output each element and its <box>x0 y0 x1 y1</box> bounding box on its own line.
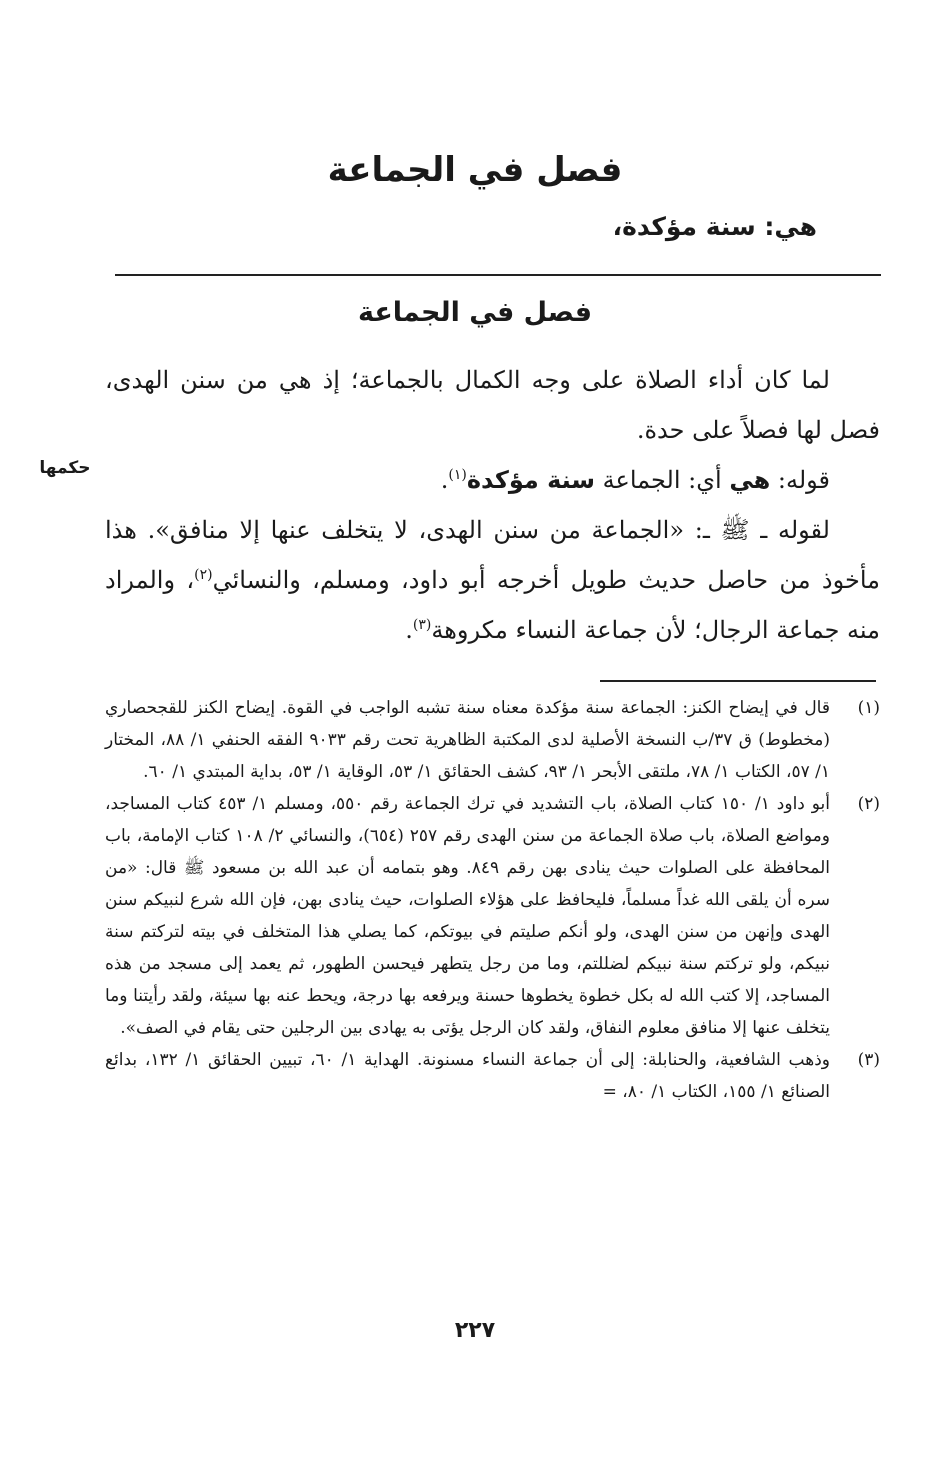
footnotes <box>105 692 880 1108</box>
footnote-divider <box>600 680 876 682</box>
margin-note: حكمها <box>39 458 91 478</box>
top-divider <box>115 274 881 276</box>
p2-end: . <box>440 466 449 494</box>
p2-bold2: سنة مؤكدة <box>466 466 596 494</box>
p3-end: . <box>405 616 413 644</box>
p3-text: لقوله ـ ﷺ ـ: «الجماعة من سنن الهدى، لا يتخلف عنها إلا منافق». هذا مأخوذ من حاصل حديث طويل أخرجه أبو داود، ومسلم، والنسائي <box>105 516 880 594</box>
footnote <box>105 788 880 1044</box>
page-number: ٢٢٧ <box>454 1318 496 1343</box>
footnote-text: وذهب الشافعية، والحنابلة: إلى أن جماعة النساء مسنونة. الهداية ١/ ٦٠، تبيين الحقائق ١/ ١٣٢، بدائع الصنائع ١/ ١٥٥، الكتاب ١/ ٨٠، = <box>105 1050 830 1102</box>
main-title: فصل في الجماعة <box>327 150 623 190</box>
footnote-ref-1: (١) <box>448 467 467 483</box>
p2-bold: هي <box>729 466 771 494</box>
footnote-number: (٢) <box>857 794 880 814</box>
footnote <box>105 1044 880 1108</box>
paragraph-evidence <box>105 505 880 655</box>
footnote-text: قال في إيضاح الكنز: الجماعة سنة مؤكدة معناه سنة تشبه الواجب في القوة. إيضاح الكنز للقجحصاري (مخطوط) ق ٣٧/ب النسخة الأصلية لدى المكتبة الظاهرية تحت رقم ٩٠٣٣ الفقه الحنفي ١/ ٨٨، المختار ١/ ٥٧، الكتاب ١/ ٧٨، ملتقى الأبحر ١/ ٩٣، كشف الحقائق ١/ ٥٣، الوقاية ١/ ٥٣، بداية المبتدي ١/ ٦٠. <box>105 698 830 782</box>
footnote-text: أبو داود ١/ ١٥٠ كتاب الصلاة، باب التشديد في ترك الجماعة رقم ٥٥٠، ومسلم ١/ ٤٥٣ كتاب المساجد، ومواضع الصلاة، باب صلاة الجماعة من سنن الهدى رقم ٢٥٧ (٦٥٤)، والنسائي ٢/ ١٠٨ كتاب الإمامة، باب المحافظة على الصلوات حيث ينادى بهن رقم ٨٤٩. وهو بتمامه أن عبد الله بن مسعود ﷺ قال: «من سره أن يلقى الله غداً مسلماً، فليحافظ على هؤلاء الصلوات، حيث ينادى بهن، فإن الله شرع لنبيكم سنن الهدى وإنهن من سنن الهدى، ولو أنكم صليتم في بيوتكم، كما يصلي هذا المتخلف في بيته لتركتم سنة نبيكم، ولو تركتم سنة نبيكم لضللتم، وما من رجل يتطهر فيحسن الطهور، ثم يعمد إلى مسجد من هذه المساجد، إلا كتب الله له بكل خطوة يخطوها حسنة ويرفعه بها درجة، ويحط عنه بها سيئة، ولقد رأيتنا وما يتخلف عنها إلا منافق معلوم النفاق، ولقد كان الرجل يؤتى به يهادى بين الرجلين حتى يقام في الصف». <box>105 794 831 1038</box>
p2-pre: قوله: <box>770 466 830 494</box>
footnote-number: (١) <box>857 698 880 718</box>
p2-mid: أي: الجماعة <box>595 466 730 494</box>
paragraph-quote <box>105 455 880 505</box>
paragraph-intro: لما كان أداء الصلاة على وجه الكمال بالجماعة؛ إذ هي من سنن الهدى، فصل لها فصلاً على حدة. <box>105 366 880 444</box>
footnote <box>105 692 880 788</box>
matn-text: هي: سنة مؤكدة، <box>612 212 817 241</box>
footnote-ref-3: (٣) <box>412 617 432 633</box>
footnote-number: (٣) <box>857 1050 880 1070</box>
commentary-body <box>105 355 880 655</box>
p3-cont: ، والمراد منه جماعة الرجال؛ لأن جماعة النساء مكروهة <box>105 566 880 644</box>
footnote-ref-2: (٢) <box>194 567 213 583</box>
commentary-title: فصل في الجماعة <box>357 297 593 328</box>
